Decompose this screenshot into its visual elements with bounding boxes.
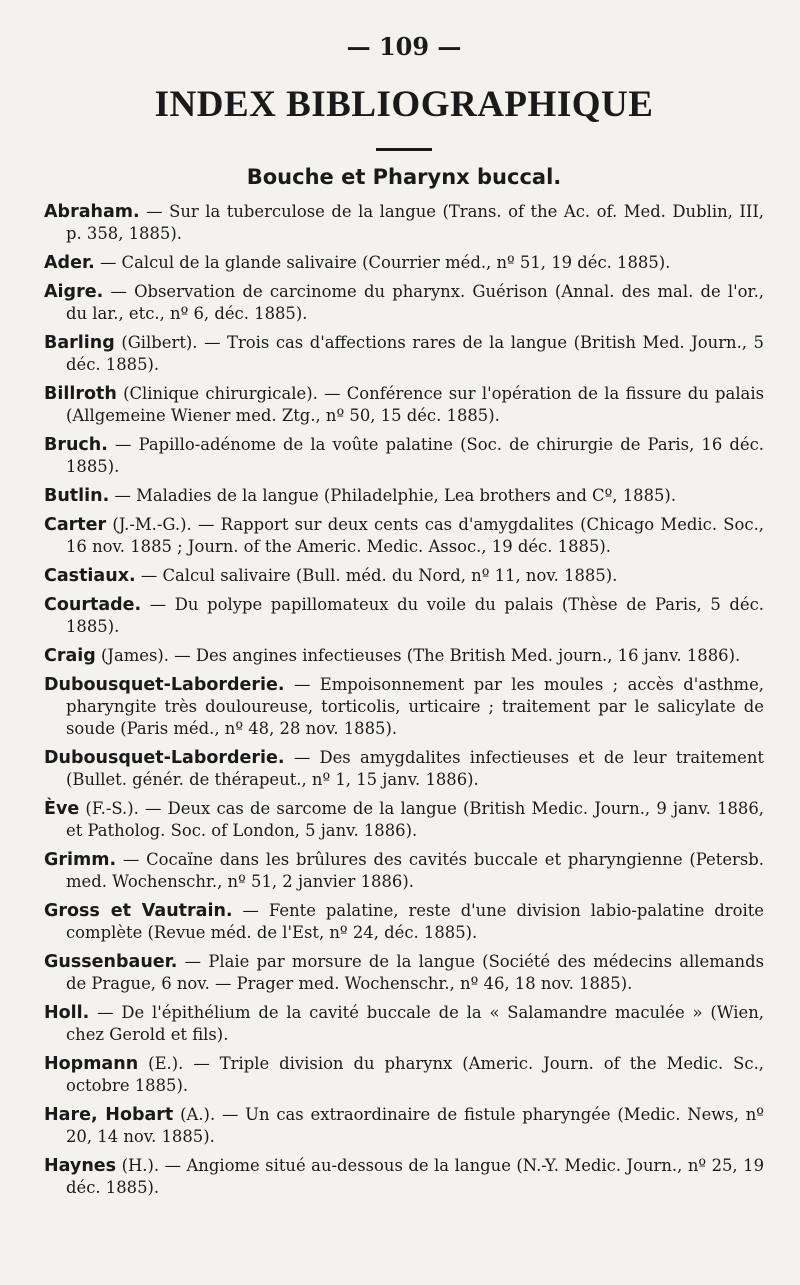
entry-text: — Fente palatine, reste d'une division labio-palatine droite complète (Revue méd. de l'Est, nº 24, déc. 1885).: [66, 901, 764, 942]
entry-text: — Sur la tuberculose de la langue (Trans. of the Ac. of. Med. Dublin, III, p. 358, 1885).: [66, 202, 764, 243]
entry-author: Ader.: [44, 253, 95, 273]
bibliography-entry: [44, 565, 764, 587]
title-divider: [376, 148, 432, 151]
entry-author: Craig: [44, 646, 96, 666]
bibliography-entry: [44, 900, 764, 944]
bibliography-entry: [44, 201, 764, 245]
entry-text: — Du polype papillomateux du voile du palais (Thèse de Paris, 5 déc. 1885).: [66, 595, 764, 636]
entry-author: Abraham.: [44, 202, 140, 222]
entry-author: Haynes: [44, 1156, 117, 1176]
entry-author: Bruch.: [44, 435, 108, 455]
entry-author: Dubousquet-Laborderie.: [44, 675, 285, 695]
entry-author: Holl.: [44, 1003, 90, 1023]
bibliography-entry: [44, 252, 764, 274]
section-heading: Bouche et Pharynx buccal.: [246, 165, 562, 189]
entry-author: Hare, Hobart: [44, 1105, 174, 1125]
entry-text: (J.-M.-G.). — Rapport sur deux cents cas d'amygdalites (Chicago Medic. Soc., 16 nov. 1885 ; Journ. of the Americ. Medic. Assoc., 19 déc. 1885).: [66, 515, 764, 556]
entry-author: Butlin.: [44, 486, 110, 506]
entry-author: Aigre.: [44, 282, 104, 302]
entry-author: Billroth: [44, 384, 117, 404]
entry-text: — Maladies de la langue (Philadelphie, Lea brothers and Cº, 1885).: [109, 486, 677, 505]
bibliography-entry: [44, 514, 764, 558]
entry-text: (H.). — Angiome situé au-dessous de la langue (N.-Y. Medic. Journ., nº 25, 19 déc. 1885).: [66, 1156, 764, 1197]
entry-text: — Empoisonnement par les moules ; accès d'asthme, pharyngite très douloureuse, torticolis, urticaire ; traitement par le salicylate de soude (Paris méd., nº 48, 28 nov. 1885).: [66, 675, 764, 738]
bibliography-entry: [44, 281, 764, 325]
entry-text: (Clinique chirurgicale). — Conférence sur l'opération de la fissure du palais (Allgemeine Wiener med. Ztg., nº 50, 15 déc. 1885).: [66, 384, 764, 425]
entry-author: Courtade.: [44, 595, 142, 615]
bibliography-entry: [44, 1053, 764, 1097]
entry-author: Dubousquet-Laborderie.: [44, 748, 285, 768]
bibliography-entry: [44, 951, 764, 995]
entry-author: Hopmann: [44, 1054, 139, 1074]
entry-author: Castiaux.: [44, 566, 136, 586]
bibliography-entry: [44, 645, 764, 667]
entry-text: — Cocaïne dans les brûlures des cavités buccale et pharyngienne (Petersb. med. Wochenschr., nº 51, 2 janvier 1886).: [66, 850, 764, 891]
entry-author: Barling: [44, 333, 115, 353]
entry-text: (James). — Des angines infectieuses (The British Med. journ., 16 janv. 1886).: [95, 646, 741, 665]
entry-text: — Des amygdalites infectieuses et de leur traitement (Bullet. génér. de thérapeut., nº 1, 15 janv. 1886).: [66, 748, 764, 789]
entry-author: Gussenbauer.: [44, 952, 178, 972]
entry-text: — Plaie par morsure de la langue (Société des médecins allemands de Prague, 6 nov. — Prager med. Wochenschr., nº 46, 18 nov. 1885).: [66, 952, 764, 993]
page-title: INDEX BIBLIOGRAPHIQUE: [154, 84, 654, 125]
entry-text: — De l'épithélium de la cavité buccale de la « Salamandre maculée » (Wien, chez Gerold et fils).: [66, 1003, 764, 1044]
bibliography-entry: [44, 434, 764, 478]
entry-text: — Calcul salivaire (Bull. méd. du Nord, nº 11, nov. 1885).: [135, 566, 618, 585]
bibliography-list: [44, 201, 764, 1199]
entry-text: — Observation de carcinome du pharynx. Guérison (Annal. des mal. de l'or., du lar., etc., nº 6, déc. 1885).: [66, 282, 764, 323]
entry-text: — Papillo-adénome de la voûte palatine (Soc. de chirurgie de Paris, 16 déc. 1885).: [66, 435, 764, 476]
bibliography-entry: [44, 383, 764, 427]
bibliography-entry: [44, 594, 764, 638]
entry-text: (A.). — Un cas extraordinaire de fistule pharyngée (Medic. News, nº 20, 14 nov. 1885).: [66, 1105, 764, 1146]
entry-text: (E.). — Triple division du pharynx (Americ. Journ. of the Medic. Sc., octobre 1885).: [66, 1054, 764, 1095]
bibliography-entry: [44, 798, 764, 842]
bibliography-entry: [44, 747, 764, 791]
page-number: — 109 —: [346, 32, 462, 61]
entry-author: Carter: [44, 515, 107, 535]
entry-author: Grimm.: [44, 850, 117, 870]
entry-author: Gross et Vautrain.: [44, 901, 233, 921]
entry-text: — Calcul de la glande salivaire (Courrier méd., nº 51, 19 déc. 1885).: [94, 253, 671, 272]
bibliography-entry: [44, 1104, 764, 1148]
entry-author: Ève: [44, 799, 80, 819]
bibliography-entry: [44, 674, 764, 740]
bibliography-entry: [44, 1002, 764, 1046]
bibliography-entry: [44, 332, 764, 376]
bibliography-entry: [44, 1155, 764, 1199]
bibliography-entry: [44, 485, 764, 507]
bibliography-entry: [44, 849, 764, 893]
entry-text: (F.-S.). — Deux cas de sarcome de la langue (British Medic. Journ., 9 janv. 1886, et Patholog. Soc. of London, 5 janv. 1886).: [66, 799, 764, 840]
entry-text: (Gilbert). — Trois cas d'affections rares de la langue (British Med. Journ., 5 déc. 1885).: [66, 333, 764, 374]
